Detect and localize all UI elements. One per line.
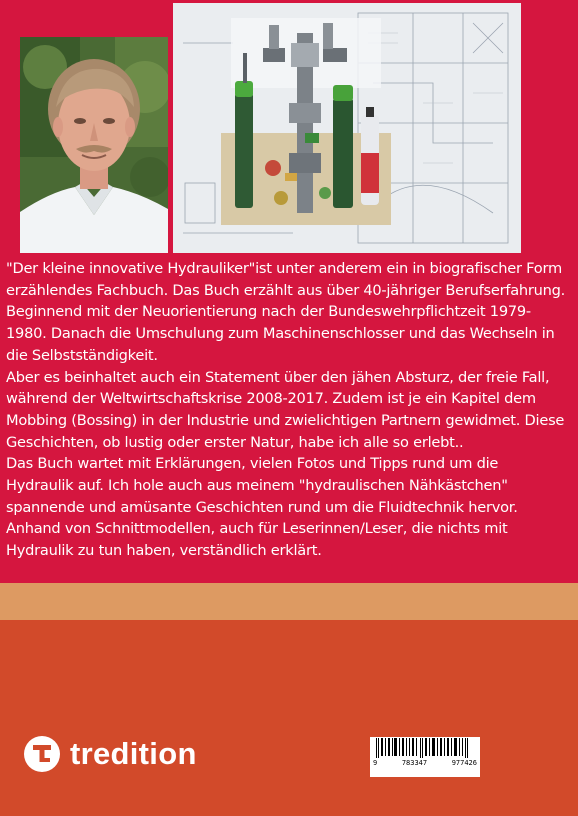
cover-bottom-panel bbox=[0, 620, 578, 816]
barcode-digit-group: 9 bbox=[373, 759, 378, 767]
barcode-bars bbox=[370, 737, 480, 759]
barcode-digit-group: 977426 bbox=[451, 759, 477, 767]
barcode-digits bbox=[373, 759, 477, 767]
product-photo bbox=[173, 3, 521, 253]
author-portrait-image bbox=[20, 37, 168, 253]
publisher-logo bbox=[24, 734, 197, 774]
barcode-digit-group: 783347 bbox=[401, 759, 428, 767]
tredition-logo-icon bbox=[24, 736, 60, 772]
hydraulic-components-image bbox=[173, 3, 521, 253]
blurb-paragraph: Das Buch wartet mit Erklärungen, vielen Fotos und Tipps rund um die Hydraulik auf. Ich hole auch aus meinem "hydraulischen Nähkästchen" spannende und amüsante Geschichten rund um die Fluidtechnik hervor. Anhand von Schnittmodellen, auch für Leserinnen/Leser, die nichts mit Hydraulik zu tun haben, verständlich erklärt. bbox=[6, 455, 518, 560]
cover-stripe bbox=[0, 583, 578, 620]
blurb-text bbox=[6, 258, 566, 562]
publisher-name: tredition bbox=[70, 736, 197, 771]
author-photo bbox=[20, 37, 168, 253]
blurb-paragraph: Aber es beinhaltet auch ein Statement über den jähen Absturz, der freie Fall, während der Weltwirtschaftskrise 2008-2017. Zudem ist je ein Kapitel dem Mobbing (Bossing) in der Industrie und zwielichtigen Partnern gewidmet. Diese Geschichten, ob lustig oder erster Natur, habe ich alle so erlebt.. bbox=[6, 368, 565, 451]
isbn-barcode bbox=[370, 737, 480, 777]
blurb-paragraph: "Der kleine innovative Hydrauliker"ist unter anderem ein in biografischer Form erzählendes Fachbuch. Das Buch erzählt aus über 40-jähriger Berufserfahrung. Beginnend mit der Neuorientierung nach der Bundeswehrpflichtzeit 1979-1980. Danach die Umschulung zum Maschinenschlosser und das Wechseln in die Selbstständigkeit. bbox=[6, 260, 566, 364]
